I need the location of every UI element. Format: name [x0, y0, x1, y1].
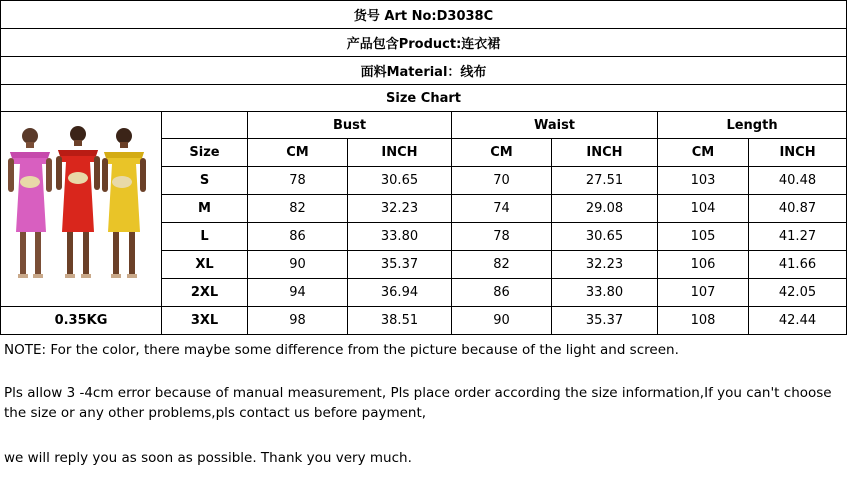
- size-cell: 3XL: [162, 307, 248, 335]
- bust-cm-cell: 90: [248, 251, 348, 279]
- length-header: Length: [658, 112, 847, 139]
- waist-cm-cell: 70: [452, 167, 552, 195]
- length-inch-cell: 42.05: [749, 279, 847, 307]
- waist-cm-cell: 90: [452, 307, 552, 335]
- length-cm-cell: 106: [658, 251, 749, 279]
- waist-header: Waist: [452, 112, 658, 139]
- red-dress-model: [56, 126, 100, 278]
- note-reply: we will reply you as soon as possible. Thank you very much.: [4, 450, 412, 466]
- note-measurement: Pls allow 3 -4cm error because of manual measurement, Pls place order according the size information,If you can't choose the size or any other problems,pls contact us before payment,: [4, 385, 832, 421]
- waist-inch-cell: 27.51: [552, 167, 658, 195]
- package-weight: 0.35KG: [1, 307, 162, 335]
- waist-cm-cell: 82: [452, 251, 552, 279]
- bust-cm-header: CM: [248, 139, 348, 167]
- waist-inch-cell: 35.37: [552, 307, 658, 335]
- waist-cm-cell: 78: [452, 223, 552, 251]
- bust-inch-cell: 38.51: [348, 307, 452, 335]
- bust-cm-cell: 78: [248, 167, 348, 195]
- length-inch-cell: 40.87: [749, 195, 847, 223]
- size-chart-title: Size Chart: [1, 85, 847, 112]
- length-cm-header: CM: [658, 139, 749, 167]
- waist-inch-cell: 29.08: [552, 195, 658, 223]
- waist-cm-cell: 74: [452, 195, 552, 223]
- models-illustration: [2, 122, 160, 292]
- size-cell: 2XL: [162, 279, 248, 307]
- waist-cm-header: CM: [452, 139, 552, 167]
- table-row: [1, 307, 847, 335]
- length-inch-header: INCH: [749, 139, 847, 167]
- size-cell: M: [162, 195, 248, 223]
- waist-inch-cell: 33.80: [552, 279, 658, 307]
- length-inch-cell: 40.48: [749, 167, 847, 195]
- material-line: 面料Material：线布: [1, 57, 847, 85]
- waist-inch-cell: 30.65: [552, 223, 658, 251]
- length-cm-cell: 104: [658, 195, 749, 223]
- bust-header: Bust: [248, 112, 452, 139]
- size-cell: S: [162, 167, 248, 195]
- bust-cm-cell: 98: [248, 307, 348, 335]
- length-cm-cell: 108: [658, 307, 749, 335]
- length-inch-cell: 42.44: [749, 307, 847, 335]
- bust-cm-cell: 82: [248, 195, 348, 223]
- note-color: NOTE: For the color, there maybe some difference from the picture because of the light and screen.: [4, 342, 679, 358]
- waist-inch-header: INCH: [552, 139, 658, 167]
- length-inch-cell: 41.27: [749, 223, 847, 251]
- bust-inch-cell: 33.80: [348, 223, 452, 251]
- length-cm-cell: 105: [658, 223, 749, 251]
- length-cm-cell: 107: [658, 279, 749, 307]
- length-cm-cell: 103: [658, 167, 749, 195]
- bust-cm-cell: 94: [248, 279, 348, 307]
- size-cell: XL: [162, 251, 248, 279]
- bust-inch-cell: 30.65: [348, 167, 452, 195]
- product-line: 产品包含Product:连衣裙: [1, 29, 847, 57]
- size-header-blank: [162, 112, 248, 139]
- bust-inch-header: INCH: [348, 139, 452, 167]
- waist-inch-cell: 32.23: [552, 251, 658, 279]
- bust-inch-cell: 35.37: [348, 251, 452, 279]
- pink-dress-model: [8, 128, 52, 278]
- size-header: Size: [162, 139, 248, 167]
- bust-cm-cell: 86: [248, 223, 348, 251]
- waist-cm-cell: 86: [452, 279, 552, 307]
- art-number: 货号 Art No:D3038C: [1, 1, 847, 29]
- bust-inch-cell: 36.94: [348, 279, 452, 307]
- yellow-dress-model: [102, 128, 146, 278]
- length-inch-cell: 41.66: [749, 251, 847, 279]
- product-photo: [1, 112, 162, 307]
- bust-inch-cell: 32.23: [348, 195, 452, 223]
- size-cell: L: [162, 223, 248, 251]
